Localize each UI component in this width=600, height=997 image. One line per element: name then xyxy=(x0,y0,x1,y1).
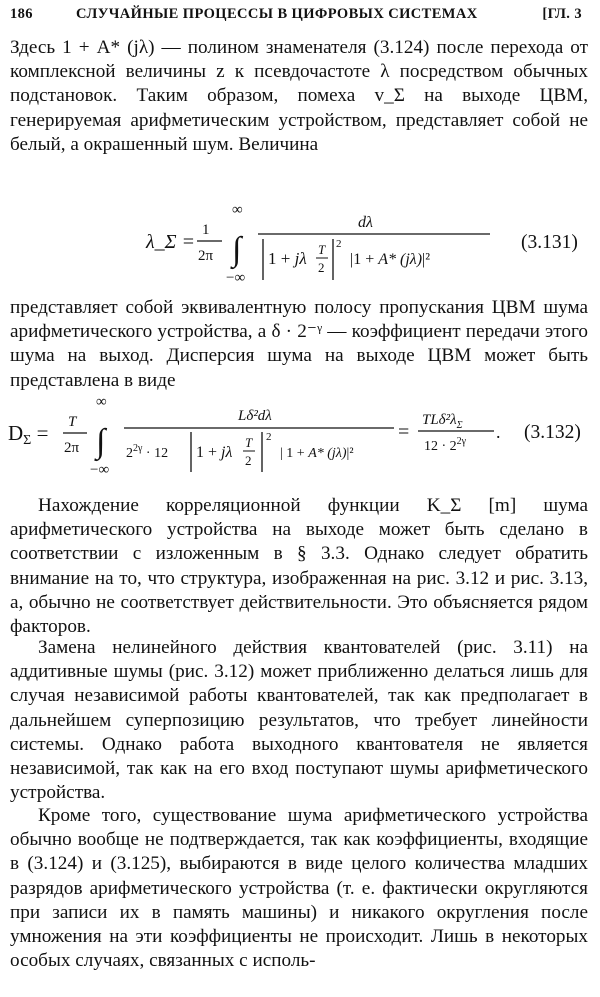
eq131-upper-limit: ∞ xyxy=(232,202,243,218)
equation-number-3-131: (3.131) xyxy=(521,232,578,253)
equation-number-3-132: (3.132) xyxy=(524,422,581,443)
eq131-integrand-num: dλ xyxy=(358,214,373,231)
page-number: 186 xyxy=(10,6,33,22)
equation-3-131-svg xyxy=(0,196,600,296)
eq132-den-factor2: | 1 + A* (jλ)|² xyxy=(280,446,354,461)
paragraph-4: Замена нелинейного действия квантователей (рис. 3.11) на аддитивные шумы (рис. 3.12) может приближенно делаться лишь для случая независимой работы квантователей, так как предполагает в дальнейшем суперпозицию результатов, что требует линейности системы. Однако работа выходного квантователя не является независимой, так как на его вход поступают шумы арифметического устройства. xyxy=(10,637,588,804)
eq132-equals: = xyxy=(398,421,410,443)
eq132-den-prefix: $2^{2\gamma} \cdot 12$ xyxy=(126,443,169,461)
eq131-den-factor2: |1 + A* (jλ)|² xyxy=(350,251,431,268)
paragraph-2: представляет собой эквивалентную полосу пропускания ЦВМ шума арифметического устройства, а δ · 2⁻ᵞ — коэффициент передачи этого шума на выход. Дисперсия шума на выходе ЦВМ может быть представлена в виде xyxy=(10,297,588,391)
eq132-rhs-den: $12 \cdot 2^{2\gamma}$ xyxy=(424,436,467,454)
eq131-den-factor1: 1 + jλ xyxy=(268,249,307,268)
eq131-integral-sign: ∫ xyxy=(232,231,242,268)
eq132-lower-limit: −∞ xyxy=(90,462,110,478)
chapter-marker: [ГЛ. 3 xyxy=(542,6,582,22)
eq131-t: T xyxy=(318,242,326,257)
paragraph-5: Кроме того, существование шума арифметического устройства обычно вообще не подтверждается, так как коэффициенты, входящие в (3.124) и (3.125), выбираются в виде целого количества младших разрядов арифметического устройства (т. е. фактически округляются при записи их в память машины) и никакого округления после умножения на эти коэффициенты не происходит. Лишь в некоторых особых случаях, связанных с исполь- xyxy=(10,805,588,972)
eq131-lower-limit: −∞ xyxy=(226,270,246,286)
eq132-upper-limit: ∞ xyxy=(96,394,107,410)
eq132-period: . xyxy=(496,422,501,442)
equation-3-131 xyxy=(0,196,600,296)
eq132-den-factor1: 1 + jλ xyxy=(196,444,233,461)
eq132-power: 2 xyxy=(266,431,272,443)
eq131-power: 2 xyxy=(336,238,342,250)
running-title: СЛУЧАЙНЫЕ ПРОЦЕССЫ В ЦИФРОВЫХ СИСТЕМАХ xyxy=(76,6,478,22)
paragraph-1: Здесь 1 + A* (jλ) — полином знаменателя (3.124) после перехода от комплексной величины z к псевдочастоте λ посредством обычных подстановок. Таким образом, помеха v_Σ на выходе ЦВМ, генерируемая арифметическим устройством, представляет собой не белый, а окрашенный шум. Величина xyxy=(10,37,588,155)
eq132-coef-num: T xyxy=(68,414,77,430)
eq131-lhs: λ_Σ = xyxy=(146,231,196,253)
eq132-t: T xyxy=(245,435,253,450)
equation-3-132-svg xyxy=(0,392,600,492)
eq132-integrand-num: Lδ²dλ xyxy=(238,408,272,424)
eq132-integral-sign: ∫ xyxy=(96,423,106,460)
paragraph-3: Нахождение корреляционной функции K_Σ [m] шума арифметического устройства на выходе может быть сделано в соответствии с изложенным в § 3.3. Однако следует обратить внимание на то, что структура, изображенная на рис. 3.12 и рис. 3.13, а, обычно не соответствует действительности. Это объясняется рядом факторов. xyxy=(10,495,588,638)
equation-3-132 xyxy=(0,392,600,492)
eq132-lhs: DΣ = xyxy=(8,421,49,448)
eq131-two: 2 xyxy=(318,260,325,275)
running-header xyxy=(10,6,590,28)
eq131-coef-den: 2π xyxy=(198,248,214,264)
eq131-coef-num: 1 xyxy=(202,222,210,238)
eq132-two: 2 xyxy=(245,453,252,468)
eq132-rhs-num: $TL\delta^2\lambda_\Sigma$ xyxy=(422,412,463,431)
eq132-coef-den: 2π xyxy=(64,440,80,456)
